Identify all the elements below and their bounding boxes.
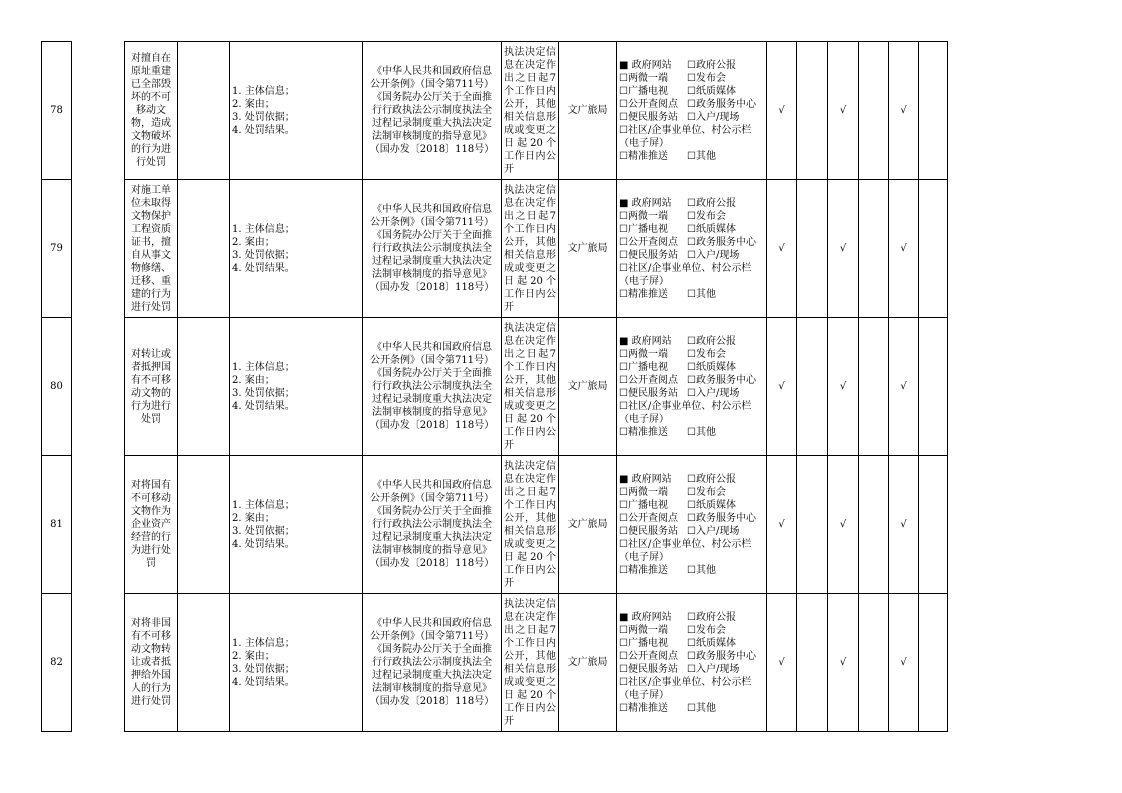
channel-row — [619, 150, 764, 163]
channel-row — [619, 335, 764, 348]
basis-line: 法制审核制度的指导意见》 — [372, 131, 492, 142]
content-line: 2. 案由； — [232, 512, 275, 524]
channel-option: ☐公开查阅点 — [619, 374, 678, 386]
disclosure-content — [230, 594, 363, 732]
check-cell — [919, 456, 948, 594]
item-name: 对将非国有不可移动文物转让或者抵押给外国人的行为进行处罚 — [125, 594, 178, 732]
channel-option: ☐广播电视 — [619, 85, 668, 97]
channel-row — [619, 611, 764, 624]
content-line: 1. 主体信息； — [232, 637, 295, 649]
channel-row — [619, 702, 764, 715]
channel-option: ☐精准推送 — [619, 426, 668, 438]
disclosure-time: 执法决定信息在决定作出之日起7个工作日内公开，其他相关信息形成或变更之日起20个工作日内公开 — [502, 594, 559, 732]
basis-line: （国办发〔2018〕118号） — [369, 558, 495, 569]
check-cell — [797, 318, 828, 456]
disclosure-time: 执法决定信息在决定作出之日起7个工作日内公开，其他相关信息形成或变更之日起20个工作日内公开 — [502, 318, 559, 456]
check-mark-icon: √ — [900, 519, 907, 530]
empty-cell — [178, 42, 230, 180]
channel-option: ☐广播电视 — [619, 499, 668, 511]
channel-option: ☐发布会 — [687, 624, 726, 636]
channel-option: ☐政府公报 — [687, 611, 736, 623]
channel-row: ☐社区/企事业单位、村公示栏 — [619, 676, 752, 688]
channel-option: ☐两微一端 — [619, 348, 668, 360]
content-line: 1. 主体信息； — [232, 223, 295, 235]
channel-option: ☐发布会 — [687, 72, 726, 84]
channel-option: ☐政务服务中心 — [687, 374, 756, 386]
channel-row — [619, 348, 764, 361]
channel-row — [619, 564, 764, 577]
disclosure-channels — [617, 42, 767, 180]
channel-option: ☐便民服务站 — [619, 663, 678, 675]
check-mark-icon: √ — [900, 657, 907, 668]
channel-option: ☐广播电视 — [619, 637, 668, 649]
row-number: 80 — [42, 318, 72, 456]
basis-line: 法制审核制度的指导意见》 — [372, 407, 492, 418]
channel-option: ☐其他 — [687, 564, 716, 576]
disclosure-channels — [617, 456, 767, 594]
channel-row — [619, 525, 764, 538]
channel-option: ☐政府公报 — [687, 473, 736, 485]
channel-row: ☐社区/企事业单位、村公示栏 — [619, 262, 752, 274]
check-mark-icon: √ — [778, 657, 785, 668]
basis-line: 过程记录制度重大执法决定 — [372, 118, 492, 129]
channel-row — [619, 486, 764, 499]
basis-line: 过程记录制度重大执法决定 — [372, 256, 492, 267]
basis-line: 《国务院办公厅关于全面推 — [372, 230, 492, 241]
empty-cell — [178, 594, 230, 732]
basis-line: 过程记录制度重大执法决定 — [372, 670, 492, 681]
content-line: 1. 主体信息； — [232, 499, 295, 511]
channel-option: ☐发布会 — [687, 486, 726, 498]
content-line: 4. 处罚结果。 — [232, 538, 295, 550]
channel-row: ☐社区/企事业单位、村公示栏 — [619, 538, 752, 550]
channel-option: ☐入户/现场 — [687, 111, 740, 123]
basis-line: 法制审核制度的指导意见》 — [372, 269, 492, 280]
channel-row: （电子屏） — [619, 275, 669, 287]
disclosure-time: 执法决定信息在决定作出之日起7个工作日内公开，其他相关信息形成或变更之日起20个工作日内公开 — [502, 456, 559, 594]
channel-option: ☐公开查阅点 — [619, 650, 678, 662]
disclosure-basis — [363, 456, 502, 594]
channel-option: ☐政务服务中心 — [687, 512, 756, 524]
content-line: 3. 处罚依据； — [232, 525, 295, 537]
basis-line: 《国务院办公厅关于全面推 — [372, 92, 492, 103]
channel-option: ☐纸质媒体 — [687, 499, 736, 511]
content-line: 1. 主体信息； — [232, 361, 295, 373]
basis-line: 行行政执法公示制度执法全 — [372, 657, 492, 668]
channel-option: ☐广播电视 — [619, 361, 668, 373]
check-cell — [859, 318, 889, 456]
check-cell — [889, 42, 919, 180]
check-cell — [859, 456, 889, 594]
basis-line: 法制审核制度的指导意见》 — [372, 683, 492, 694]
basis-line: 公开条例》（国令第711号） — [369, 217, 495, 228]
responsible-department: 文广旅局 — [559, 594, 617, 732]
channel-row — [619, 512, 764, 525]
disclosure-table — [124, 41, 948, 732]
channel-option: ☐其他 — [687, 150, 716, 162]
channel-option: ☐纸质媒体 — [687, 223, 736, 235]
channel-row: （电子屏） — [619, 689, 669, 701]
disclosure-channels — [617, 180, 767, 318]
basis-line: （国办发〔2018〕118号） — [369, 420, 495, 431]
content-line: 3. 处罚依据； — [232, 663, 295, 675]
channel-option: ☐入户/现场 — [687, 525, 740, 537]
disclosure-content — [230, 42, 363, 180]
check-mark-icon: √ — [839, 105, 847, 116]
basis-line: 《国务院办公厅关于全面推 — [372, 644, 492, 655]
basis-line: 《国务院办公厅关于全面推 — [372, 368, 492, 379]
check-cell — [889, 456, 919, 594]
channel-row — [619, 59, 764, 72]
check-mark-icon: √ — [778, 519, 785, 530]
row-number: 79 — [42, 180, 72, 318]
item-name: 对施工单位未取得文物保护工程资质证书，擅自从事文物修缮、迁移、重建的行为进行处罚 — [125, 180, 178, 318]
channel-option: ☐政务服务中心 — [687, 98, 756, 110]
basis-line: （国办发〔2018〕118号） — [369, 282, 495, 293]
channel-row — [619, 624, 764, 637]
basis-line: 行行政执法公示制度执法全 — [372, 105, 492, 116]
disclosure-time: 执法决定信息在决定作出之日起7个工作日内公开，其他相关信息形成或变更之日起20个工作日内公开 — [502, 180, 559, 318]
channel-option: ☐入户/现场 — [687, 387, 740, 399]
channel-row — [619, 223, 764, 236]
check-cell — [767, 42, 797, 180]
check-cell — [797, 180, 828, 318]
content-line: 4. 处罚结果。 — [232, 124, 295, 136]
basis-line: （国办发〔2018〕118号） — [369, 696, 495, 707]
basis-line: 法制审核制度的指导意见》 — [372, 545, 492, 556]
channel-row: （电子屏） — [619, 551, 669, 563]
channel-row: （电子屏） — [619, 413, 669, 425]
table-row — [125, 594, 948, 732]
channel-option: ■ 政府网站 — [619, 59, 672, 71]
check-cell — [797, 594, 828, 732]
check-cell — [919, 318, 948, 456]
item-name: 对转让或者抵押国有不可移动文物的行为进行处罚 — [125, 318, 178, 456]
channel-option: ☐两微一端 — [619, 486, 668, 498]
channel-option: ☐政务服务中心 — [687, 650, 756, 662]
channel-row — [619, 288, 764, 301]
check-cell — [919, 42, 948, 180]
responsible-department: 文广旅局 — [559, 456, 617, 594]
empty-cell — [178, 318, 230, 456]
basis-line: 《中华人民共和国政府信息 — [372, 480, 492, 491]
channel-option: ☐精准推送 — [619, 564, 668, 576]
check-cell — [767, 594, 797, 732]
basis-line: 《中华人民共和国政府信息 — [372, 342, 492, 353]
check-cell — [828, 180, 859, 318]
check-cell — [889, 318, 919, 456]
basis-line: 过程记录制度重大执法决定 — [372, 394, 492, 405]
content-line: 3. 处罚依据； — [232, 111, 295, 123]
check-mark-icon: √ — [900, 105, 907, 116]
channel-option: ☐政务服务中心 — [687, 236, 756, 248]
channel-option: ☐便民服务站 — [619, 249, 678, 261]
row-number-column — [41, 41, 72, 732]
channel-option: ☐发布会 — [687, 210, 726, 222]
channel-option: ☐纸质媒体 — [687, 361, 736, 373]
disclosure-basis — [363, 180, 502, 318]
check-cell — [919, 180, 948, 318]
channel-option: ☐政府公报 — [687, 335, 736, 347]
content-line: 2. 案由； — [232, 98, 275, 110]
content-line: 4. 处罚结果。 — [232, 262, 295, 274]
check-mark-icon: √ — [839, 519, 847, 530]
channel-option: ☐其他 — [687, 426, 716, 438]
channel-row — [619, 426, 764, 439]
channel-row — [619, 236, 764, 249]
channel-row — [619, 473, 764, 486]
check-cell — [859, 180, 889, 318]
check-cell — [859, 594, 889, 732]
basis-line: 《国务院办公厅关于全面推 — [372, 506, 492, 517]
row-number: 81 — [42, 456, 72, 594]
basis-line: 公开条例》（国令第711号） — [369, 493, 495, 504]
basis-line: （国办发〔2018〕118号） — [369, 144, 495, 155]
channel-option: ■ 政府网站 — [619, 473, 672, 485]
check-cell — [889, 594, 919, 732]
check-mark-icon: √ — [839, 243, 847, 254]
check-cell — [797, 456, 828, 594]
channel-option: ☐公开查阅点 — [619, 98, 678, 110]
channel-option: ☐入户/现场 — [687, 663, 740, 675]
check-cell — [919, 594, 948, 732]
channel-option: ☐其他 — [687, 288, 716, 300]
disclosure-channels — [617, 318, 767, 456]
check-mark-icon: √ — [900, 381, 907, 392]
channel-row — [619, 374, 764, 387]
basis-line: 行行政执法公示制度执法全 — [372, 243, 492, 254]
channel-row — [619, 361, 764, 374]
channel-option: ☐纸质媒体 — [687, 637, 736, 649]
check-cell — [828, 318, 859, 456]
row-number: 82 — [42, 594, 72, 732]
basis-line: 行行政执法公示制度执法全 — [372, 519, 492, 530]
channel-option: ☐两微一端 — [619, 72, 668, 84]
content-line: 2. 案由； — [232, 236, 275, 248]
disclosure-content — [230, 456, 363, 594]
channel-option: ■ 政府网站 — [619, 335, 672, 347]
channel-option: ☐精准推送 — [619, 150, 668, 162]
channel-row — [619, 210, 764, 223]
check-cell — [767, 180, 797, 318]
check-cell — [767, 456, 797, 594]
channel-row — [619, 85, 764, 98]
channel-option: ☐便民服务站 — [619, 111, 678, 123]
check-mark-icon: √ — [778, 381, 785, 392]
disclosure-basis — [363, 594, 502, 732]
disclosure-basis — [363, 318, 502, 456]
channel-row — [619, 663, 764, 676]
check-cell — [889, 180, 919, 318]
content-line: 4. 处罚结果。 — [232, 400, 295, 412]
check-cell — [859, 42, 889, 180]
basis-line: 过程记录制度重大执法决定 — [372, 532, 492, 543]
channel-option: ☐入户/现场 — [687, 249, 740, 261]
check-mark-icon: √ — [839, 657, 847, 668]
content-line: 2. 案由； — [232, 650, 275, 662]
channel-row — [619, 637, 764, 650]
check-mark-icon: √ — [778, 243, 785, 254]
channel-option: ☐精准推送 — [619, 288, 668, 300]
disclosure-content — [230, 318, 363, 456]
channel-option: ☐公开查阅点 — [619, 512, 678, 524]
channel-row — [619, 387, 764, 400]
responsible-department: 文广旅局 — [559, 318, 617, 456]
row-number: 78 — [42, 42, 72, 180]
disclosure-content — [230, 180, 363, 318]
channel-option: ☐两微一端 — [619, 210, 668, 222]
content-line: 1. 主体信息； — [232, 85, 295, 97]
channel-option: ■ 政府网站 — [619, 197, 672, 209]
channel-option: ☐政府公报 — [687, 59, 736, 71]
channel-row — [619, 98, 764, 111]
item-name: 对将国有不可移动文物作为企业资产经营的行为进行处罚 — [125, 456, 178, 594]
check-cell — [828, 456, 859, 594]
channel-row: ☐社区/企事业单位、村公示栏 — [619, 400, 752, 412]
content-line: 2. 案由； — [232, 374, 275, 386]
channel-option: ■ 政府网站 — [619, 611, 672, 623]
channel-row — [619, 249, 764, 262]
basis-line: 《中华人民共和国政府信息 — [372, 618, 492, 629]
basis-line: 行行政执法公示制度执法全 — [372, 381, 492, 392]
channel-option: ☐便民服务站 — [619, 525, 678, 537]
table-row — [125, 42, 948, 180]
content-line: 4. 处罚结果。 — [232, 676, 295, 688]
channel-row: （电子屏） — [619, 137, 669, 149]
channel-option: ☐其他 — [687, 702, 716, 714]
check-cell — [767, 318, 797, 456]
content-line: 3. 处罚依据； — [232, 249, 295, 261]
empty-cell — [178, 180, 230, 318]
table-row — [125, 180, 948, 318]
check-mark-icon: √ — [900, 243, 907, 254]
table-row — [125, 456, 948, 594]
channel-row — [619, 499, 764, 512]
disclosure-channels — [617, 594, 767, 732]
disclosure-basis — [363, 42, 502, 180]
channel-option: ☐两微一端 — [619, 624, 668, 636]
channel-option: ☐政府公报 — [687, 197, 736, 209]
table-row — [125, 318, 948, 456]
check-mark-icon: √ — [778, 105, 785, 116]
item-name: 对擅自在原址重建已全部毁坏的不可移动文物，造成文物破坏的行为进行处罚 — [125, 42, 178, 180]
channel-option: ☐精准推送 — [619, 702, 668, 714]
channel-option: ☐公开查阅点 — [619, 236, 678, 248]
responsible-department: 文广旅局 — [559, 42, 617, 180]
basis-line: 《中华人民共和国政府信息 — [372, 204, 492, 215]
empty-cell — [178, 456, 230, 594]
basis-line: 公开条例》（国令第711号） — [369, 79, 495, 90]
responsible-department: 文广旅局 — [559, 180, 617, 318]
channel-option: ☐广播电视 — [619, 223, 668, 235]
basis-line: 公开条例》（国令第711号） — [369, 631, 495, 642]
disclosure-time: 执法决定信息在决定作出之日起7个工作日内公开，其他相关信息形成或变更之日起20个工作日内公开 — [502, 42, 559, 180]
channel-option: ☐发布会 — [687, 348, 726, 360]
content-line: 3. 处罚依据； — [232, 387, 295, 399]
channel-option: ☐便民服务站 — [619, 387, 678, 399]
check-cell — [828, 42, 859, 180]
check-cell — [797, 42, 828, 180]
channel-row — [619, 111, 764, 124]
basis-line: 《中华人民共和国政府信息 — [372, 66, 492, 77]
channel-option: ☐纸质媒体 — [687, 85, 736, 97]
channel-row — [619, 197, 764, 210]
channel-row — [619, 650, 764, 663]
check-cell — [828, 594, 859, 732]
channel-row — [619, 72, 764, 85]
basis-line: 公开条例》（国令第711号） — [369, 355, 495, 366]
check-mark-icon: √ — [839, 381, 847, 392]
channel-row: ☐社区/企事业单位、村公示栏 — [619, 124, 752, 136]
